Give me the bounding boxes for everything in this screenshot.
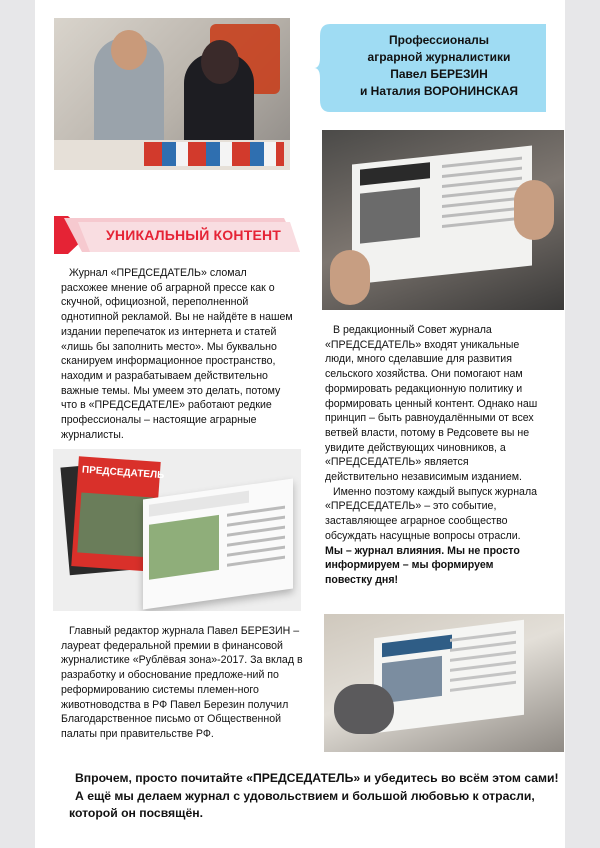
- text-line: [442, 177, 522, 188]
- magazine-reading-photo-1: [322, 130, 564, 310]
- text-line: [450, 651, 516, 662]
- footer: [69, 770, 569, 823]
- section-banner-title: УНИКАЛЬНЫЙ КОНТЕНТ: [106, 227, 282, 243]
- text-line: [227, 556, 285, 567]
- paragraph: [325, 485, 539, 588]
- magazine-covers-photo: [53, 449, 301, 611]
- open-magazine: [352, 146, 532, 285]
- editors-photo: [54, 18, 290, 170]
- magazine-headline-block: [382, 635, 452, 658]
- text-line: [442, 187, 522, 198]
- title-line-4: и Наталия ВОРОНИНСКАЯ: [359, 84, 519, 98]
- text-line: [227, 516, 285, 527]
- magazines-on-table: [144, 142, 284, 166]
- paragraph: В редакционный Совет журнала «ПРЕДСЕДАТЕЛЬ» входят уникальные люди, много сделавшие для развития сельского хозяйства. Они помогают нам формировать редакционную политику и формировать ценный контент. Однако наш принцип – быть равноудалёнными от всех ветвей власти, потому в Редсовете вы не увидите действующих чиновников, а «ПРЕДСЕДАТЕЛЬ» является действительно независимым изданием.: [325, 324, 538, 484]
- magazine-headline-block: [360, 162, 430, 185]
- text-line: [227, 526, 285, 537]
- text-line: [227, 536, 285, 547]
- magazine-logo: ПРЕДСЕДАТЕЛЬ: [81, 464, 165, 482]
- paragraph: Главный редактор журнала Павел БЕРЕЗИН – лауреат федеральной премии в финансовой журналистике «Рублёвая зона»-2017. За вклад в разработку и обоснование предложе-ний по реформированию системы племен-ного животноводства в РФ Павел Березин получил Благодарственное письмо от Общественной палаты при правительстве РФ.: [61, 625, 303, 740]
- magazine-reading-photo-2: [324, 614, 564, 752]
- spread-photo: [149, 515, 219, 580]
- hand: [514, 180, 554, 240]
- open-magazine: [374, 620, 524, 733]
- text-line: [450, 641, 516, 652]
- text-line: [450, 661, 516, 672]
- right-column-text: [325, 323, 539, 588]
- cover-picture: [77, 493, 153, 558]
- paragraph: Журнал «ПРЕДСЕДАТЕЛЬ» сломал расхожее мнение об аграрной прессе как о скучной, официозной, переполненной однотипной рекламой. Вы не найдёте в нашем издании перепечаток из интернета и статей «лишь бы заполнить место». Мы буквально сканируем информационное пространство, находим и разрабатываем действительно важные темы. Мы умеем это делать, потому что в «ПРЕДСЕДАТЕЛЕ» работают редкие профессионалы – настоящие аграрные журналисты.: [61, 267, 293, 441]
- text-line: [227, 506, 285, 517]
- text-line: [450, 631, 516, 642]
- magazine-image: [360, 187, 420, 243]
- title-line-3: Павел БЕРЕЗИН: [390, 67, 488, 81]
- text-line: [442, 207, 522, 218]
- footer-line-2: А ещё мы делаем журнал с удовольствием и большой любовью к отрасли, которой он посвящён.: [69, 788, 535, 820]
- text-line: [442, 217, 522, 228]
- hand: [330, 250, 370, 305]
- left-column-text-1: [61, 266, 293, 442]
- reader-arm: [334, 684, 394, 734]
- left-column-text-2: [61, 624, 317, 742]
- section-banner: [54, 216, 302, 254]
- text-line: [442, 167, 522, 178]
- page: [35, 0, 565, 848]
- paragraph-plain: Именно поэтому каждый выпуск журнала «ПРЕДСЕДАТЕЛЬ» – это событие, заставляющее аграрное сообщество обсуждать насущные вопросы отрасли.: [325, 485, 538, 542]
- man-head: [111, 30, 147, 70]
- text-line: [450, 671, 516, 682]
- text-line: [442, 197, 522, 208]
- magazine-spread: [143, 478, 293, 609]
- title-box: [332, 24, 546, 112]
- brace-icon: [314, 24, 332, 112]
- woman-head: [201, 40, 239, 84]
- title-line-1: Профессионалы: [389, 33, 489, 47]
- paragraph-bold: Мы – журнал влияния. Мы не просто информируем – мы формируем повестку дня!: [325, 544, 520, 586]
- title-line-2: аграрной журналистики: [367, 50, 511, 64]
- text-line: [227, 546, 285, 557]
- text-line: [450, 681, 516, 692]
- footer-line-1: Впрочем, просто почитайте «ПРЕДСЕДАТЕЛЬ» и убедитесь во всём этом сами!: [75, 771, 559, 785]
- text-line: [442, 157, 522, 168]
